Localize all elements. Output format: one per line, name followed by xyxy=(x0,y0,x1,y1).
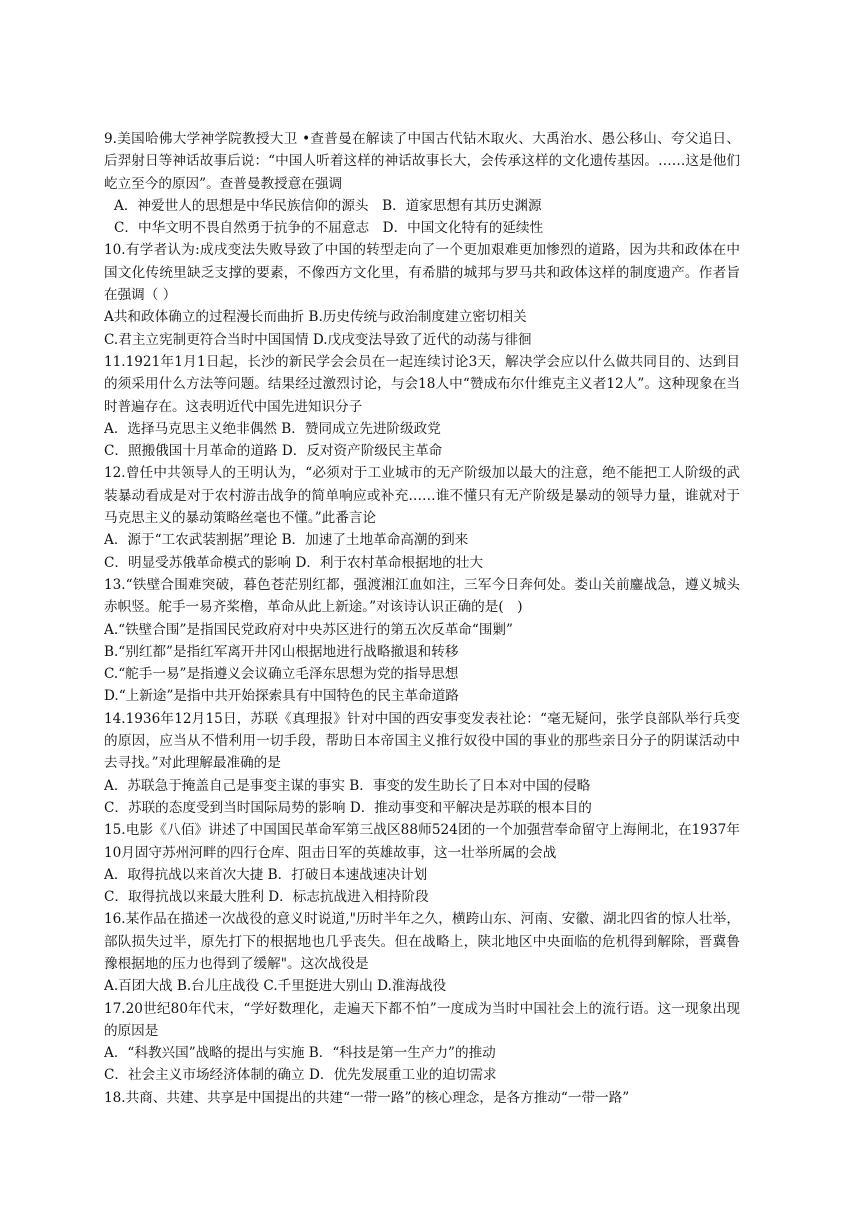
question-9-options-cd: C．中华文明不畏自然勇于抗争的不屈意志 D．中国文化特有的延续性 xyxy=(114,220,544,237)
question-14-stem: 14.1936年12月15日，苏联《真理报》针对中国的西安事变发表社论：“毫无疑问，张学良部队举行兵变的原因，应当从不惜利用一切手段，帮助日本帝国主义推行奴役中国的事业的那些亲日分子的阴谋活动中去寻找。”对此理解最准确的是 xyxy=(104,710,740,772)
question-15-stem: 15.电影《八佰》讲述了中国国民革命军第三战区88师524团的一个加强营奉命留守上海闸北，在1937年10月固守苏州河畔的四行仓库、阻击日军的英雄故事，这一壮举所属的会战 xyxy=(104,822,740,861)
question-9-stem: 9.美国哈佛大学神学院教授大卫 •查普曼在解读了中国古代钻木取火、大禹治水、愚公移山、夸父追日、后羿射日等神话故事后说：“中国人听着这样的神话故事长大，会传承这样的文化遗传基因。……这是他们屹立至今的原因”。查普曼教授意在强调 xyxy=(104,131,740,192)
question-12-options-ab: A．源于“工农武装割据”理论 B．加速了土地革命高潮的到来 xyxy=(104,532,469,549)
exam-page xyxy=(104,128,740,1109)
question-13-option-b: B.“别红都”是指红军离开井冈山根据地进行战略撤退和转移 xyxy=(104,643,459,660)
question-13-option-c: C.“舵手一易”是指遵义会议确立毛泽东思想为党的指导思想 xyxy=(104,666,459,683)
question-12-stem: 12.曾任中共领导人的王明认为，“必须对于工业城市的无产阶级加以最大的注意，绝不能把工人阶级的武装暴动看成是对于农村游击战争的简单响应或补充……谁不懂只有无产阶级是暴动的领导力量，谁就对于马克思主义的暴动策略丝毫也不懂。”此番言论 xyxy=(104,465,740,527)
question-13-stem: 13.“铁壁合围难突破，暮色苍茫别红都，强渡湘江血如注，三军今日奔何处。娄山关前鏖战急，遵义城头赤帜竖。舵手一易齐桨橹，革命从此上新途。”对该诗认识正确的是( ) xyxy=(104,576,740,616)
question-15-options-cd: C．取得抗战以来最大胜利 D．标志抗战进入相持阶段 xyxy=(104,889,429,906)
question-11-options-cd: C．照搬俄国十月革命的道路 D．反对资产阶级民主革命 xyxy=(104,443,443,460)
question-11-stem: 11.1921年1月1日起，长沙的新民学会会员在一起连续讨论3天，解决学会应以什么做共同目的、达到目的须采用什么方法等问题。结果经过激烈讨论，与会18人中“赞成布尔什维克主义者12人”。这种现象在当时普遍存在。这表明近代中国先进知识分子 xyxy=(104,353,740,415)
question-18-stem: 18.共商、共建、共享是中国提出的共建“一带一路”的核心理念，是各方推动“一带一路” xyxy=(104,1089,630,1106)
question-17-stem: 17.20世纪80年代末，“学好数理化，走遍天下都不怕”一度成为当时中国社会上的流行语。这一现象出现的原因是 xyxy=(104,1000,740,1039)
question-17-options-cd: C．社会主义市场经济体制的确立 D．优先发展重工业的迫切需求 xyxy=(104,1067,497,1084)
question-9-options-ab: A．神爱世人的思想是中华民族信仰的源头 B．道家思想有其历史渊源 xyxy=(114,197,542,214)
question-16-stem: 16.某作品在描述一次战役的意义时说道,"历时半年之久，横跨山东、河南、安徽、湖北四省的惊人壮举，部队损失过半，原先打下的根据地也几乎丧失。但在战略上，陕北地区中央面临的危机得到解除，晋冀鲁豫根据地的压力也得到了缓解"。这次战役是 xyxy=(104,911,740,972)
question-13-option-a: A.“铁壁合围”是指国民党政府对中央苏区进行的第五次反革命“围剿” xyxy=(104,621,513,638)
question-17-options-ab: A．“科教兴国”战略的提出与实施 B．“科技是第一生产力”的推动 xyxy=(104,1045,496,1062)
question-16-options: A.百团大战 B.台儿庄战役 C.千里挺进大别山 D.淮海战役 xyxy=(104,978,447,995)
question-15-options-ab: A．取得抗战以来首次大捷 B．打破日本速战速决计划 xyxy=(104,866,428,883)
question-12-options-cd: C．明显受苏俄革命模式的影响 D．利于农村革命根据地的壮大 xyxy=(104,554,484,571)
question-10-options-ab: A共和政体确立的过程漫长而曲折 B.历史传统与政治制度建立密切相关 xyxy=(104,309,527,326)
question-11-options-ab: A．选择马克思主义绝非偶然 B．赞同成立先进阶级政党 xyxy=(104,420,441,437)
question-10-options-cd: C.君主立宪制更符合当时中国国情 D.戊戌变法导致了近代的动荡与徘徊 xyxy=(104,331,532,348)
question-13-option-d: D.“上新途”是指中共开始探索具有中国特色的民主革命道路 xyxy=(104,688,459,705)
question-14-options-ab: A．苏联急于掩盖自己是事变主谋的事实 B．事变的发生助长了日本对中国的侵略 xyxy=(104,777,591,794)
question-14-options-cd: C．苏联的态度受到当时国际局势的影响 D．推动事变和平解决是苏联的根本目的 xyxy=(104,799,592,816)
question-10-stem: 10.有学者认为:成戌变法失败导致了中国的转型走向了一个更加艰难更加惨烈的道路，因为共和政体在中国文化传统里缺乏支撑的要素，不像西方文化里，有希腊的城邦与罗马共和政体这样的制度遗产。作者旨在强调（ ） xyxy=(104,242,740,304)
